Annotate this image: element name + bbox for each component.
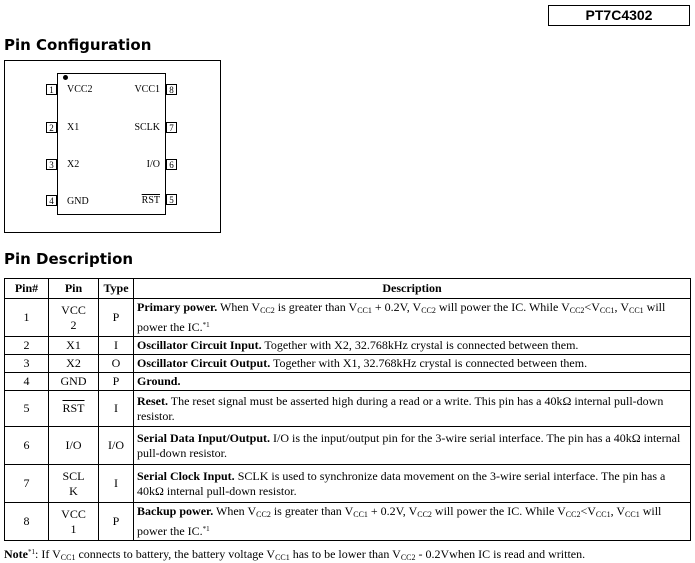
cell-pin-number: 7 [5, 465, 49, 503]
description-title: Backup power. [137, 504, 214, 518]
header-pin-number: Pin# [5, 279, 49, 299]
cell-pin-number: 4 [5, 373, 49, 391]
pin-line-1: SCL [62, 468, 85, 483]
table-row [5, 391, 691, 427]
description-text: <V [584, 300, 600, 314]
pin-line-1: VCC [61, 302, 86, 317]
pin-line-2: K [69, 483, 78, 498]
subscript: CC2 [417, 510, 432, 519]
description-title: Oscillator Circuit Output. [137, 356, 271, 370]
description-title: Ground. [137, 374, 181, 388]
subscript: CC2 [256, 510, 271, 519]
pin-line-2: 2 [70, 317, 77, 332]
subscript: CC2 [400, 553, 416, 562]
note-label: Note [4, 547, 28, 561]
description-text: When V [213, 504, 257, 518]
cell-type: O [99, 355, 134, 373]
cell-pin [49, 465, 99, 503]
cell-description [134, 355, 691, 373]
pin-label-rst: $\overline{RST}$ [141, 195, 160, 206]
description-title: Serial Data Input/Output. [137, 430, 271, 445]
pin-number-5: 5 [166, 194, 177, 205]
pin-label-io: I/O [146, 159, 160, 170]
subscript: CC1 [625, 510, 640, 519]
description-text: will power the IC. While V [435, 300, 570, 314]
pin-configuration-title: Pin Configuration [4, 36, 152, 54]
subscript: CC2 [569, 306, 585, 315]
cell-type: I [99, 465, 134, 503]
footnote [4, 547, 585, 562]
table-header-row [5, 279, 691, 299]
cell-type: P [99, 299, 134, 337]
pin-number-7: 7 [166, 122, 177, 133]
cell-type: P [99, 373, 134, 391]
cell-pin: X1 [49, 337, 99, 355]
cell-description [134, 503, 691, 541]
cell-type: I [99, 391, 134, 427]
cell-pin-number: 1 [5, 299, 49, 337]
description-text: When V [217, 300, 261, 314]
cell-pin-number: 8 [5, 503, 49, 541]
subscript: CC1 [353, 510, 368, 519]
cell-description [134, 391, 691, 427]
note-marker: *1 [28, 548, 35, 556]
subscript: CC2 [565, 510, 581, 519]
subscript: CC1 [357, 306, 372, 315]
subscript: CC2 [260, 306, 275, 315]
table-row [5, 427, 691, 465]
cell-type: I [99, 337, 134, 355]
pin-label-vcc2: VCC2 [67, 84, 93, 95]
subscript: CC1 [599, 306, 615, 315]
pin-number-1: 1 [46, 84, 57, 95]
pin-line-1: VCC [61, 506, 86, 521]
subscript: CC1 [628, 306, 644, 315]
cell-pin-number: 6 [5, 427, 49, 465]
table-row [5, 337, 691, 355]
table-row [5, 299, 691, 337]
cell-description [134, 337, 691, 355]
pin-label-x1: X1 [67, 122, 80, 133]
description-text: SCLK is used to synchronize data movement on the 3-wire serial interface. The pin has a 40kΩ internal pull-down resistor. [137, 468, 666, 498]
subscript: CC1 [595, 510, 611, 519]
cell-pin: X2 [49, 355, 99, 373]
table-row [5, 465, 691, 503]
description-text: , V [614, 300, 629, 314]
footnote-marker: *1 [202, 525, 210, 533]
subscript: CC2 [421, 306, 436, 315]
cell-type: I/O [99, 427, 134, 465]
description-title: Reset. [137, 393, 168, 408]
pin-description-table [4, 278, 691, 541]
cell-pin-number: 2 [5, 337, 49, 355]
cell-pin-number: 5 [5, 391, 49, 427]
cell-pin: GND [49, 373, 99, 391]
pin-description-title: Pin Description [4, 250, 134, 268]
description-text: I/O is the input/output pin for the 3-wire serial interface. The pin has a 40kΩ internal pull-down resistor. [137, 430, 681, 460]
cell-pin [49, 503, 99, 541]
table-row [5, 373, 691, 391]
subscript: CC1 [60, 553, 76, 562]
footnote-marker: *1 [202, 321, 210, 329]
cell-description [134, 427, 691, 465]
cell-pin [49, 391, 99, 427]
pin-number-2: 2 [46, 122, 57, 133]
pin-label-x2: X2 [67, 159, 80, 170]
note-text: : If V [35, 547, 61, 561]
pin1-indicator-dot [63, 75, 68, 80]
pin-number-6: 6 [166, 159, 177, 170]
cell-pin [49, 299, 99, 337]
cell-description [134, 373, 691, 391]
header-pin: Pin [49, 279, 99, 299]
description-text: Together with X2, 32.768kHz crystal is connected between them. [261, 338, 579, 352]
description-text: , V [610, 504, 626, 518]
description-text: + 0.2V, V [371, 300, 422, 314]
description-text: will power the IC. [137, 504, 662, 538]
pin-line-2: 1 [70, 521, 77, 536]
table-row [5, 355, 691, 373]
table-row [5, 503, 691, 541]
pin-number-3: 3 [46, 159, 57, 170]
pin-label-sclk: SCLK [134, 122, 160, 133]
description-text: is greater than V [274, 300, 358, 314]
cell-type: P [99, 503, 134, 541]
description-title: Primary power. [137, 300, 218, 314]
note-text: connects to battery, the battery voltage V [75, 547, 276, 561]
subscript: CC1 [275, 553, 290, 562]
cell-pin: I/O [49, 427, 99, 465]
description-text: is greater than V [270, 504, 354, 518]
description-text: The reset signal must be asserted high during a read or a write. This pin has a 40kΩ internal pull-down resistor. [137, 393, 664, 423]
header-description: Description [134, 279, 691, 299]
cell-description [134, 299, 691, 337]
cell-description [134, 465, 691, 503]
note-text: has to be lower than V [289, 547, 401, 561]
part-number-box [548, 5, 690, 26]
pin-rst-label: $\overline{RST}$ [62, 401, 85, 415]
pin-label-gnd: GND [67, 196, 89, 207]
description-title: Oscillator Circuit Input. [137, 338, 262, 352]
description-text: Together with X1, 32.768kHz crystal is connected between them. [270, 356, 588, 370]
pin-label-vcc1: VCC1 [134, 84, 160, 95]
note-text: - 0.2Vwhen IC is read and written. [415, 547, 586, 561]
pin-number-8: 8 [166, 84, 177, 95]
cell-pin-number: 3 [5, 355, 49, 373]
header-type: Type [99, 279, 134, 299]
description-text: <V [580, 504, 596, 518]
pin-number-4: 4 [46, 195, 57, 206]
description-text: will power the IC. [137, 300, 666, 334]
description-text: + 0.2V, V [367, 504, 418, 518]
description-title: Serial Clock Input. [137, 468, 235, 483]
description-text: will power the IC. While V [431, 504, 566, 518]
part-number: PT7C4302 [585, 7, 653, 23]
